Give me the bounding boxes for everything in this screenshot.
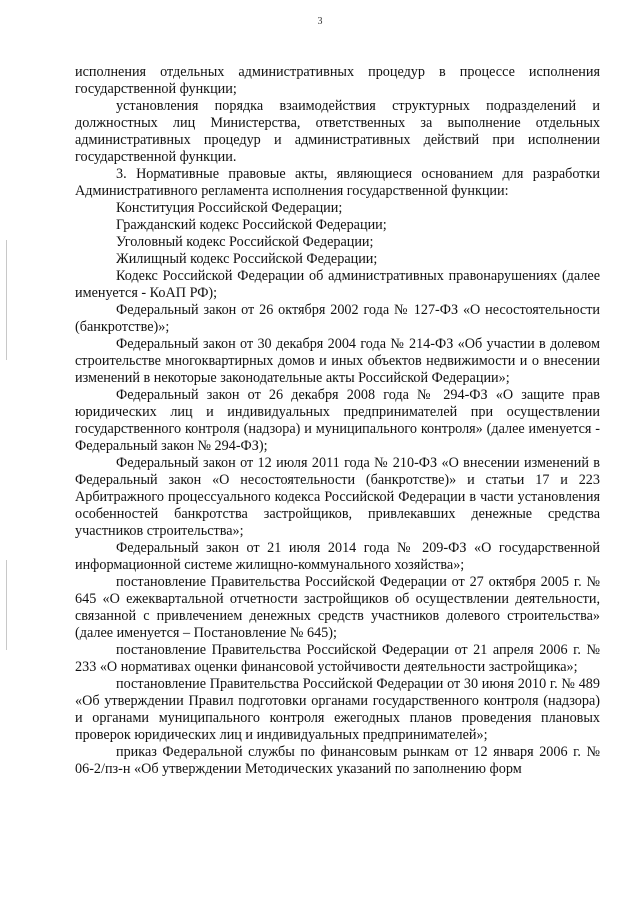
- document-body: [75, 64, 600, 778]
- paragraph: Жилищный кодекс Российской Федерации;: [116, 251, 378, 267]
- paragraph: Федеральный закон от 21 июля 2014 года № 209-ФЗ «О государственной информационной системе жилищно-коммунального хозяйства»;: [75, 540, 600, 573]
- scan-edge-mark: [6, 240, 7, 360]
- paragraph: 3. Нормативные правовые акты, являющиеся основанием для разработки Административного регламента исполнения государственной функции:: [75, 166, 600, 199]
- paragraph: Федеральный закон от 26 октября 2002 года № 127-ФЗ «О несостоятельности (банкротстве)»;: [75, 302, 600, 335]
- page-number: 3: [317, 16, 323, 27]
- paragraph: Федеральный закон от 30 декабря 2004 года № 214-ФЗ «Об участии в долевом строительстве многоквартирных домов и иных объектов недвижимости и о внесении изменений в некоторые законодательные акты Российской Федерации»;: [75, 336, 600, 386]
- scan-edge-mark: [6, 560, 7, 650]
- paragraph: Кодекс Российской Федерации об административных правонарушениях (далее именуется - КоАП РФ);: [75, 268, 600, 301]
- paragraph: Федеральный закон от 26 декабря 2008 года № 294-ФЗ «О защите прав юридических лиц и индивидуальных предпринимателей при осуществлении государственного контроля (надзора) и муниципального контроля» (далее именуется - Федеральный закон № 294-ФЗ);: [75, 387, 600, 454]
- paragraph: исполнения отдельных административных процедур в процессе исполнения государственной функции;: [75, 64, 600, 97]
- paragraph: Конституция Российской Федерации;: [116, 200, 343, 216]
- paragraph: Гражданский кодекс Российской Федерации;: [116, 217, 387, 233]
- paragraph: Федеральный закон от 12 июля 2011 года № 210-ФЗ «О внесении изменений в Федеральный закон «О несостоятельности (банкротстве)» и статьи 17 и 223 Арбитражного процессуального кодекса Российской Федерации в части установления особенностей банкротства застройщиков, привлекавших денежные средства участников строительства»;: [75, 455, 600, 539]
- paragraph: установления порядка взаимодействия структурных подразделений и должностных лиц Министерства, ответственных за выполнение отдельных административных процедур и административных действий при исполнении государственной функции.: [75, 98, 600, 165]
- paragraph: Уголовный кодекс Российской Федерации;: [116, 234, 374, 250]
- paragraph: постановление Правительства Российской Федерации от 27 октября 2005 г. № 645 «О ежеквартальной отчетности застройщиков об осуществлении деятельности, связанной с привлечением денежных средств участников долевого строительства» (далее именуется – Постановление № 645);: [75, 574, 600, 641]
- paragraph: приказ Федеральной службы по финансовым рынкам от 12 января 2006 г. № 06-2/пз-н «Об утверждении Методических указаний по заполнению форм: [75, 744, 600, 777]
- paragraph: постановление Правительства Российской Федерации от 21 апреля 2006 г. № 233 «О нормативах оценки финансовой устойчивости деятельности застройщика»;: [75, 642, 600, 675]
- paragraph: постановление Правительства Российской Федерации от 30 июня 2010 г. № 489 «Об утверждении Правил подготовки органами государственного контроля (надзора) и органами муниципального контроля ежегодных планов проведения плановых проверок юридических лиц и индивидуальных предпринимателей»;: [75, 676, 600, 743]
